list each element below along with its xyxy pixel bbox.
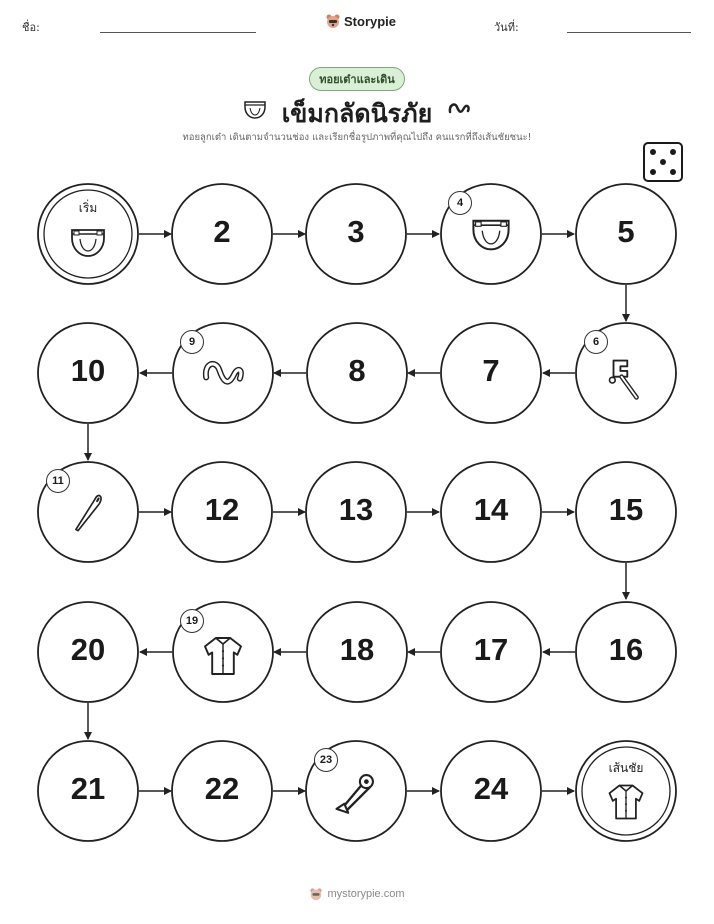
cell-number: 17: [473, 632, 509, 667]
cell-number: 5: [617, 214, 635, 249]
cell-number: 10: [70, 353, 106, 388]
footer: [0, 887, 714, 901]
cell-number: 16: [608, 632, 644, 667]
cell-number: 24: [473, 771, 509, 806]
cell-badge: 9: [180, 330, 204, 354]
cell-badge: 11: [46, 469, 70, 493]
cell-badge: 23: [314, 748, 338, 772]
game-type-badge: ทอยเต๋าและเดิน: [309, 67, 405, 91]
footer-url[interactable]: mystorypie.com: [327, 888, 405, 900]
start-label: เริ่ม: [78, 201, 98, 215]
cell-number: 13: [338, 492, 374, 527]
cell-number: 14: [473, 492, 509, 527]
date-label: วันที่:: [494, 21, 519, 34]
instructions: ทอยลูกเต๋า เดินตามจำนวนช่อง และเรียกชื่อรูปภาพที่คุณไปถึง คนแรกที่ถึงเส้นชัยชนะ!: [182, 132, 532, 143]
cell-number: 7: [482, 353, 500, 388]
cell-number: 22: [204, 771, 240, 806]
cell-badge: 19: [180, 609, 204, 633]
cell-number: 21: [70, 771, 106, 806]
cell-number: 18: [339, 632, 375, 667]
cell-number: 2: [213, 214, 231, 249]
cell-number: 15: [608, 492, 644, 527]
cell-badge: 6: [584, 330, 608, 354]
cell-badge: 4: [448, 191, 472, 215]
cell-number: 8: [348, 353, 366, 388]
bear-icon: [309, 887, 323, 901]
name-label: ชื่อ:: [22, 21, 40, 34]
cell-number: 3: [347, 214, 365, 249]
page-title: เข็มกลัดนิรภัย: [281, 99, 433, 128]
diaper-icon: [72, 230, 104, 256]
cell-number: 12: [204, 492, 240, 527]
diaper-icon: [473, 221, 508, 250]
finish-label: เส้นชัย: [608, 761, 644, 775]
cell-number: 20: [70, 632, 106, 667]
brand-name: Storypie: [344, 13, 397, 29]
